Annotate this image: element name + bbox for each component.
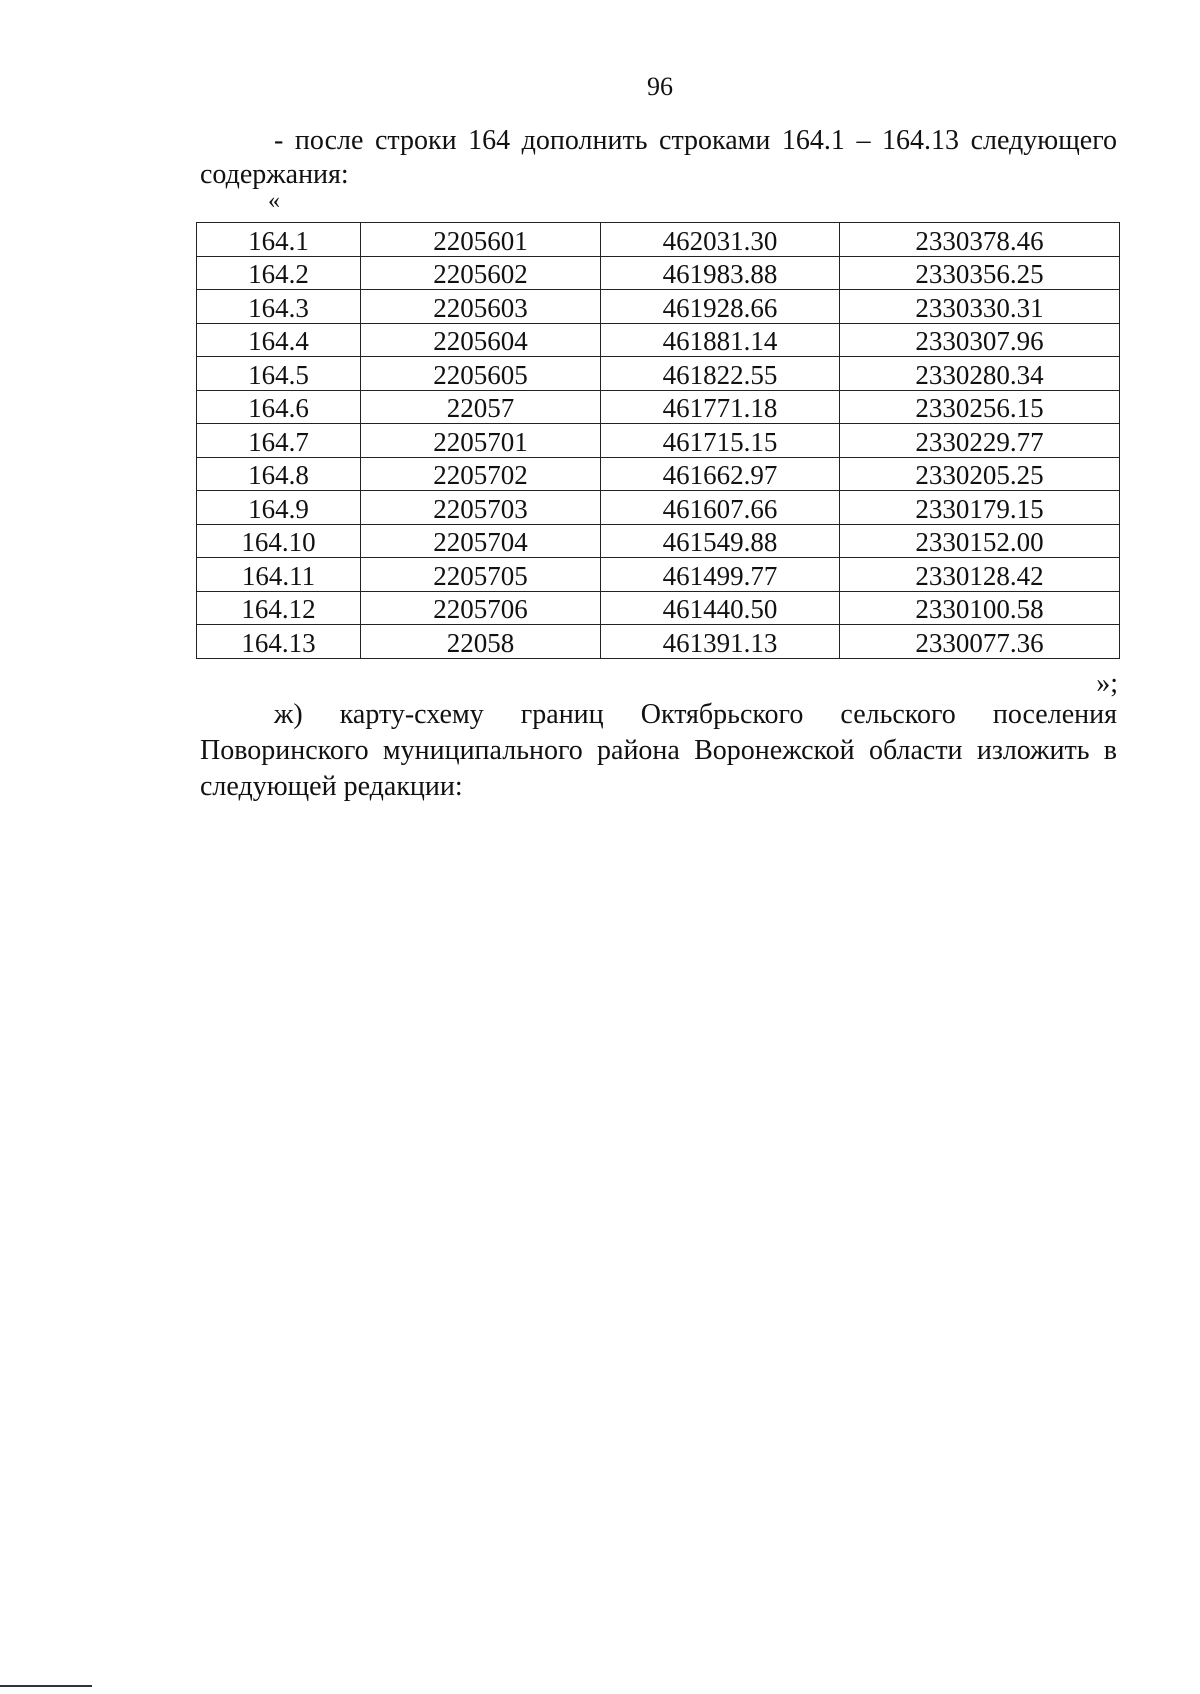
point-id-cell: 2205601: [361, 223, 601, 257]
closing-quote: »;: [1096, 668, 1118, 699]
point-id-cell: 2205705: [361, 558, 601, 592]
y-coordinate-cell: 2330378.46: [840, 223, 1120, 257]
x-coordinate-cell: 461881.14: [601, 323, 840, 357]
point-id-cell: 22057: [361, 390, 601, 424]
y-coordinate-cell: 2330205.25: [840, 457, 1120, 491]
row-number-cell: 164.12: [197, 591, 361, 625]
row-number-cell: 164.2: [197, 256, 361, 290]
intro-paragraph: [200, 124, 1117, 192]
table-row: [197, 457, 1120, 491]
point-id-cell: 2205702: [361, 457, 601, 491]
point-id-cell: 2205602: [361, 256, 601, 290]
y-coordinate-cell: 2330356.25: [840, 256, 1120, 290]
y-coordinate-cell: 2330280.34: [840, 357, 1120, 391]
table-row: [197, 390, 1120, 424]
table-row: [197, 558, 1120, 592]
x-coordinate-cell: 461928.66: [601, 290, 840, 324]
y-coordinate-cell: 2330077.36: [840, 625, 1120, 659]
y-coordinate-cell: 2330307.96: [840, 323, 1120, 357]
opening-quote: «: [268, 188, 280, 214]
intro-text: - после строки 164 дополнить строками 164.1 – 164.13 следующего содержания:: [200, 125, 1117, 190]
point-id-cell: 2205603: [361, 290, 601, 324]
y-coordinate-cell: 2330128.42: [840, 558, 1120, 592]
row-number-cell: 164.1: [197, 223, 361, 257]
row-number-cell: 164.8: [197, 457, 361, 491]
coordinates-table: [196, 222, 1120, 659]
point-id-cell: 22058: [361, 625, 601, 659]
y-coordinate-cell: 2330100.58: [840, 591, 1120, 625]
table-row: [197, 524, 1120, 558]
row-number-cell: 164.13: [197, 625, 361, 659]
table-row: [197, 223, 1120, 257]
row-number-cell: 164.4: [197, 323, 361, 357]
point-id-cell: 2205604: [361, 323, 601, 357]
table-row: [197, 625, 1120, 659]
table-row: [197, 591, 1120, 625]
x-coordinate-cell: 461715.15: [601, 424, 840, 458]
y-coordinate-cell: 2330330.31: [840, 290, 1120, 324]
y-coordinate-cell: 2330256.15: [840, 390, 1120, 424]
table-row: [197, 290, 1120, 324]
y-coordinate-cell: 2330179.15: [840, 491, 1120, 525]
point-id-cell: 2205703: [361, 491, 601, 525]
map-scheme-paragraph: [200, 697, 1117, 805]
row-number-cell: 164.11: [197, 558, 361, 592]
row-number-cell: 164.7: [197, 424, 361, 458]
x-coordinate-cell: 461822.55: [601, 357, 840, 391]
x-coordinate-cell: 461771.18: [601, 390, 840, 424]
table-row: [197, 323, 1120, 357]
x-coordinate-cell: 461440.50: [601, 591, 840, 625]
y-coordinate-cell: 2330152.00: [840, 524, 1120, 558]
coordinates-table-body: [197, 223, 1120, 659]
x-coordinate-cell: 461499.77: [601, 558, 840, 592]
row-number-cell: 164.9: [197, 491, 361, 525]
point-id-cell: 2205704: [361, 524, 601, 558]
table-row: [197, 491, 1120, 525]
row-number-cell: 164.6: [197, 390, 361, 424]
table-row: [197, 256, 1120, 290]
map-scheme-text: ж) карту-схему границ Октябрьского сельского поселения Поворинского муниципального района Воронежской области изложить в следующей редакции:: [200, 699, 1117, 802]
footer-rule: [0, 1685, 92, 1687]
point-id-cell: 2205706: [361, 591, 601, 625]
page-number: 96: [647, 72, 673, 101]
row-number-cell: 164.3: [197, 290, 361, 324]
x-coordinate-cell: 461549.88: [601, 524, 840, 558]
x-coordinate-cell: 461983.88: [601, 256, 840, 290]
x-coordinate-cell: 461391.13: [601, 625, 840, 659]
y-coordinate-cell: 2330229.77: [840, 424, 1120, 458]
table-row: [197, 357, 1120, 391]
x-coordinate-cell: 462031.30: [601, 223, 840, 257]
x-coordinate-cell: 461607.66: [601, 491, 840, 525]
row-number-cell: 164.10: [197, 524, 361, 558]
table-row: [197, 424, 1120, 458]
point-id-cell: 2205701: [361, 424, 601, 458]
point-id-cell: 2205605: [361, 357, 601, 391]
x-coordinate-cell: 461662.97: [601, 457, 840, 491]
row-number-cell: 164.5: [197, 357, 361, 391]
